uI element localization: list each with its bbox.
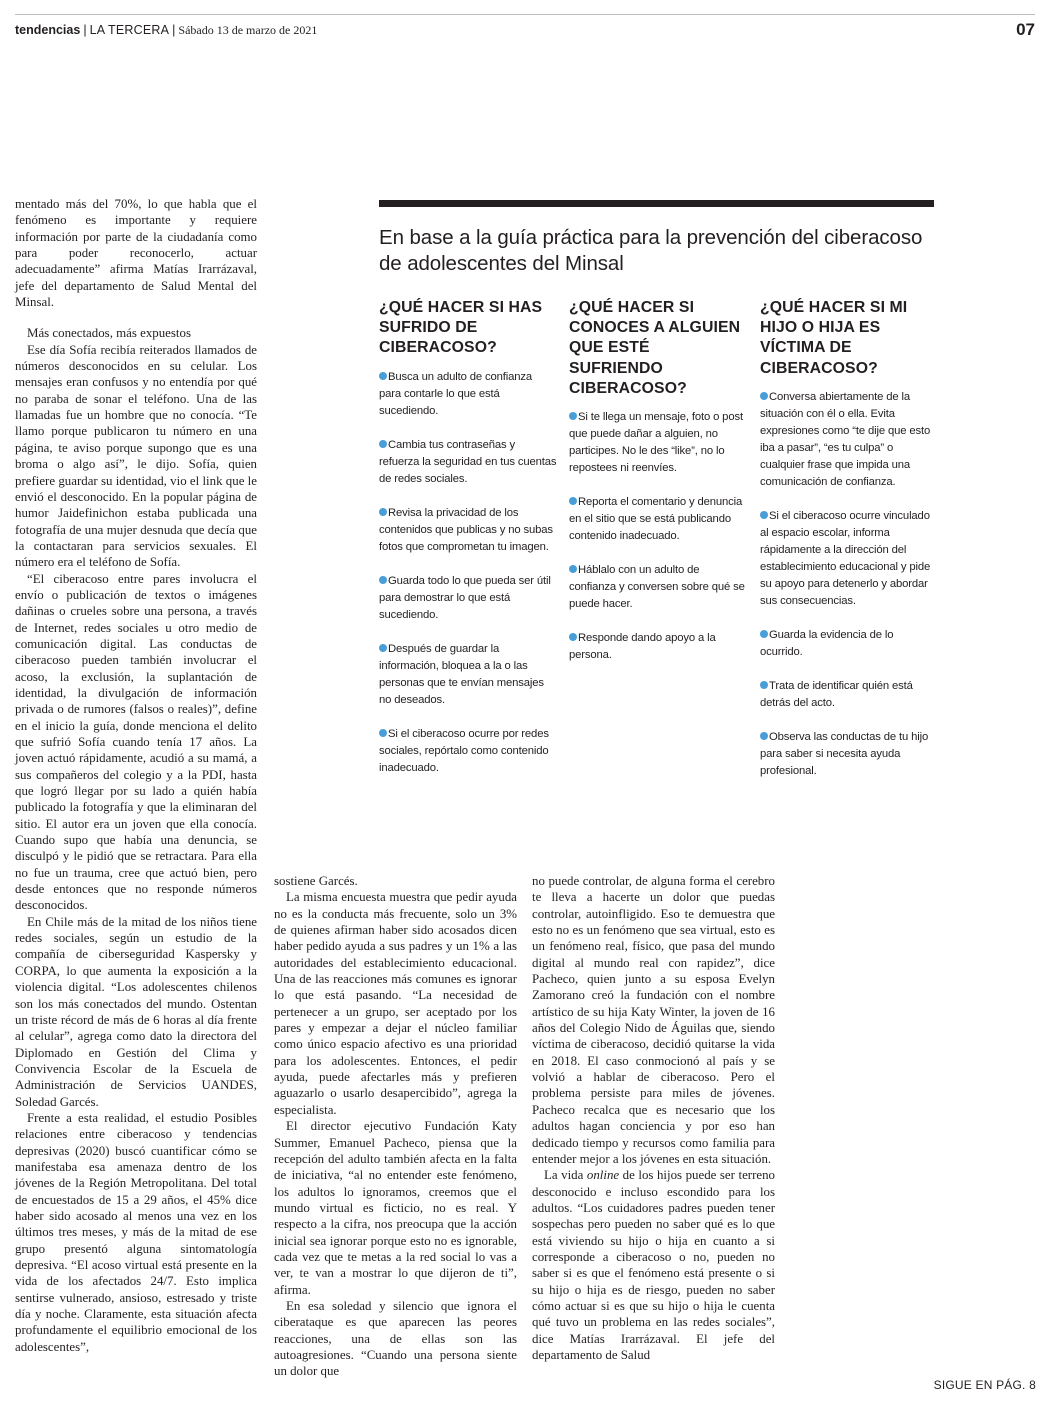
header-text — [15, 23, 317, 38]
issue-date: Sábado 13 de marzo de 2021 — [178, 23, 318, 37]
tip-text: Si el ciberacoso ocurre vinculado al espacio escolar, informa rápidamente a la dirección del establecimiento educacional y pide su apoyo para detenerlo y abordar sus consecuencias. — [760, 509, 931, 607]
bullet-dot-icon — [760, 681, 768, 689]
article-paragraph: Frente a esta realidad, el estudio Posibles relaciones entre ciberacoso y tendencias depresivas (2020) buscó cuantificar cómo se manifestaba esa amenaza dentro de los jóvenes de la Región Metropolitana. Del total de encuestados de 15 a 29 años, el 45% dice haber sido acosado al menos una vez en los últimos tres meses, y más de la mitad de ese grupo presentó alguna sintomatología depresiva. “El acoso virtual está presente en la vida de los afectados 24/7. Esto implica sentirse vulnerado, ansioso, estresado y triste día y noche. Claramente, esta situación afecta profundamente el equilibrio emocional de los adolescentes”, — [15, 1110, 257, 1354]
tip-text: Después de guardar la información, bloquea a la o las personas que te envían mensajes no deseados. — [379, 642, 544, 706]
bullet-dot-icon — [379, 729, 387, 737]
continuation-note: SIGUE EN PÁG. 8 — [933, 1378, 1036, 1392]
header-separator: | — [172, 23, 176, 37]
article-paragraph: no puede controlar, de alguna forma el cerebro te lleva a hacerte un dolor que puedas controlar, autoinfligido. Eso te demuestra que esto no es un fenómeno que sea virtual, esto es un fenómeno real, físico, que pasa del mundo digital al mundo real con rapidez”, dice Pacheco, quien junto a su esposa Evelyn Zamorano creó la fundación con el nombre artístico de su hija Katy Winter, la joven de 16 años del Colegio Nido de Águilas que, siendo víctima de ciberacoso, decidió quitarse la vida en 2018. El caso conmocionó al país y se volvió a hablar de ciberacoso. Pero el problema persiste para miles de jóvenes. Pacheco recalca que es necesario que los adultos hagan conciencia y por eso han dedicado tiempo y recursos como familia para entender mejor a los jóvenes en esta situación. — [532, 874, 775, 1166]
tip-text: Reporta el comentario y denuncia en el sitio que se está publicando contenido inadecuado. — [569, 496, 743, 543]
sidebar-column-victim — [379, 298, 557, 794]
tip-text: Responde dando apoyo a la persona. — [569, 632, 716, 662]
tip-item — [569, 562, 747, 613]
article-paragraph: En Chile más de la mitad de los niños tiene redes sociales, según un estudio de la compañía de ciberseguridad Kaspersky y CORPA, lo que aumenta la exposición a la violencia digital. “Los adolescentes chilenos son los más conectados del mundo. Ostentan un triste récord de más de 6 horas al día frente al celular”, agrega como dato la directora del Diplomado en Gestión del Clima y Convivencia Escolar de la Escuela de Administración de Servicios UANDES, Soledad Garcés. — [15, 914, 257, 1109]
tip-text: Háblalo con un adulto de confianza y conversen sobre qué se puede hacer. — [569, 564, 745, 611]
tip-text: Observa las conductas de tu hijo para saber si necesita ayuda profesional. — [760, 730, 929, 777]
bullet-dot-icon — [569, 497, 577, 505]
sidebar-box — [379, 200, 934, 777]
bullet-dot-icon — [379, 372, 387, 380]
page-number: 07 — [1016, 20, 1035, 39]
bullet-dot-icon — [379, 576, 387, 584]
newspaper-name: LA TERCERA — [89, 23, 170, 37]
bullet-dot-icon — [379, 440, 387, 448]
header-rule — [15, 14, 1035, 15]
tip-text: Busca un adulto de confianza para contarle lo que está sucediendo. — [379, 370, 533, 417]
page-header — [15, 20, 1035, 46]
sidebar-column-parent — [760, 298, 938, 797]
sidebar-title: En base a la guía práctica para la prevención del ciberacoso de adolescentes del Minsal — [379, 226, 923, 275]
tip-text: Guarda la evidencia de lo ocurrido. — [760, 628, 894, 658]
bullet-dot-icon — [760, 732, 768, 740]
tip-item — [569, 409, 747, 477]
header-separator: | — [83, 23, 87, 37]
text-run: La vida — [544, 1168, 587, 1183]
bullet-dot-icon — [569, 412, 577, 420]
tip-text: Si el ciberacoso ocurre por redes sociales, repórtalo como contenido inadecuado. — [379, 727, 549, 774]
article-paragraph: mentado más del 70%, lo que habla que el fenómeno es importante y requiere información por parte de la ciudadanía como para poder reconocerlo, actuar adecuadamente” afirma Matías Irarrázaval, jefe del departamento de Salud Mental del Minsal. — [15, 197, 257, 310]
tip-text: Si te llega un mensaje, foto o post que puede dañar a alguien, no participes. No le des “like”, no lo repostees ni reenvíes. — [569, 411, 743, 475]
bullet-dot-icon — [760, 392, 768, 400]
article-paragraph: sostiene Garcés. — [274, 874, 358, 888]
article-paragraph: En esa soledad y silencio que ignora el ciberataque es que aparecen las peores reacciones, una de ellas son las autoagresiones. “Cuando una persona siente un dolor que — [274, 1298, 517, 1379]
article-paragraph: El director ejecutivo Fundación Katy Summer, Emanuel Pacheco, piensa que la recepción del adulto también afecta en la falta de iniciativa, “al no entender este fenómeno, los adultos lo ignoramos, creemos que el mundo virtual es ficticio, no es real. Y respecto a la cifra, nos preocupa que la acción inicial sea ignorar porque esto no es ignorable, cada vez que te metas a la red social lo vas a ver, te van a mostrar lo que dijeron de ti”, afirma. — [274, 1119, 517, 1297]
article-subheading: Más conectados, más expuestos — [27, 326, 191, 341]
tip-text: Conversa abiertamente de la situación con él o ella. Evita expresiones como “te dije que esto iba a pasar”, “es tu culpa” o cualquier frase que impida una comunicación de confianza. — [760, 390, 931, 488]
tip-item — [760, 389, 938, 491]
tip-item — [569, 630, 747, 664]
tip-item — [760, 729, 938, 780]
tip-text: Trata de identificar quién está detrás del acto. — [760, 679, 913, 709]
bullet-dot-icon — [760, 511, 768, 519]
article-paragraph: La misma encuesta muestra que pedir ayuda no es la conducta más frecuente, solo un 3% de quienes afirman haber sido acosados dicen haber pedido ayuda a sus padres y un 1% a las autoridades del establecimiento educacional. Una de las reacciones más comunes es ignorar lo que está pasando. “La necesidad de pertenecer a un grupo, ser aceptado por los pares y empezar a dejar el núcleo familiar como único espacio afectivo es una prioridad para los adolescentes. Entonces, el pedir ayuda, puede afectarles más y prefieren aguazarlo o usarlo desapercibido”, agrega la especialista. — [274, 890, 517, 1117]
tip-item — [379, 573, 557, 624]
sidebar-top-bar — [379, 200, 934, 207]
tip-text: Guarda todo lo que pueda ser útil para demostrar lo que está sucediendo. — [379, 574, 551, 621]
bullet-dot-icon — [569, 565, 577, 573]
bullet-dot-icon — [379, 644, 387, 652]
sidebar-column-heading: ¿QUÉ HACER SI HAS SUFRIDO DE CIBERACOSO? — [379, 299, 543, 357]
bullet-dot-icon — [569, 633, 577, 641]
article-column-3 — [532, 873, 775, 1363]
italic-term: online — [586, 1168, 620, 1183]
tip-item — [379, 369, 557, 420]
article-paragraph — [532, 1167, 775, 1363]
tip-text: Cambia tus contraseñas y refuerza la seguridad en tus cuentas de redes sociales. — [379, 438, 557, 485]
article-paragraph: “El ciberacoso entre pares involucra el envío o publicación de textos o imágenes dañinas o crueles sobre una persona, a través de Internet, redes sociales u otro medio de comunicación digital. Las conductas de ciberacoso pueden también involucrar el acoso, la exclusión, la suplantación de identidad, la divulgación de información privada o de rumores (falsos o reales)”, define en el inicio la guía, donde menciona el delito que sufrió Sofía cuando tenía 17 años. La joven actuó rápidamente, acudió a su mamá, a sus compañeros del colegio y a la PDI, hasta que logró llegar por su lado a quién había publicado la fotografía y que la eliminaran del sitio. El autor era un joven que ella conocía. Cuando supo que había una denuncia, se disculpó y le pidió que se retractara. Para ella no fue un trauma, cree que actuó bien, pero desde entonces que no responde números desconocidos. — [15, 571, 257, 913]
article-paragraph: Ese día Sofía recibía reiterados llamados de números desconocidos en su celular. Los mensajes eran confusos y no entendía por qué no paraba de sonar el teléfono. Una de las llamadas fue un hombre que no conocía. “Te llamo porque publicaron tu número en una página, te aviso porque supongo que es una broma o algo así”, le dijo. Sofía, quien prefiere guardar su identidad, vio el link que le envió el desconocido. En la popular página de humor Jaidefinichon estaba publicada una fotografía de una mujer desnuda que decía que la contactaran para servicios sexuales. El número era el teléfono de Sofía. — [15, 342, 257, 570]
article-column-1 — [15, 196, 257, 1355]
tip-item — [379, 505, 557, 556]
bullet-dot-icon — [379, 508, 387, 516]
sidebar-column-heading: ¿QUÉ HACER SI MI HIJO O HIJA ES VÍCTIMA DE CIBERACOSO? — [760, 299, 908, 377]
bullet-dot-icon — [760, 630, 768, 638]
tip-item — [379, 641, 557, 709]
tip-item — [569, 494, 747, 545]
tip-item — [760, 627, 938, 661]
section-name: tendencias — [15, 23, 81, 37]
tip-item — [760, 508, 938, 610]
sidebar-column-witness — [569, 298, 747, 681]
tip-item — [379, 437, 557, 488]
tip-text: Revisa la privacidad de los contenidos que publicas y no subas fotos que comprometan tu imagen. — [379, 506, 553, 553]
article-column-2 — [274, 873, 517, 1380]
text-run: de los hijos puede ser terreno desconocido e incluso escondido para los adultos. “Los cuidadores padres pueden tener sospechas pero pueden no saber qué es lo que está viviendo su hijo o hija en cuanto a si corresponde a ciberacoso o no, pueden no saber si es que el fenómeno está presente o si su hijo o hija es de riesgo, pueden no saber cómo actuar si es que su hijo o hija le cuenta qué tuvo un problema en las redes sociales”, dice Matías Irarrázaval. El jefe del departamento de Salud — [532, 1168, 775, 1362]
tip-item — [760, 678, 938, 712]
sidebar-column-heading: ¿QUÉ HACER SI CONOCES A ALGUIEN QUE ESTÉ SUFRIENDO CIBERACOSO? — [569, 299, 741, 397]
tip-item — [379, 726, 557, 777]
